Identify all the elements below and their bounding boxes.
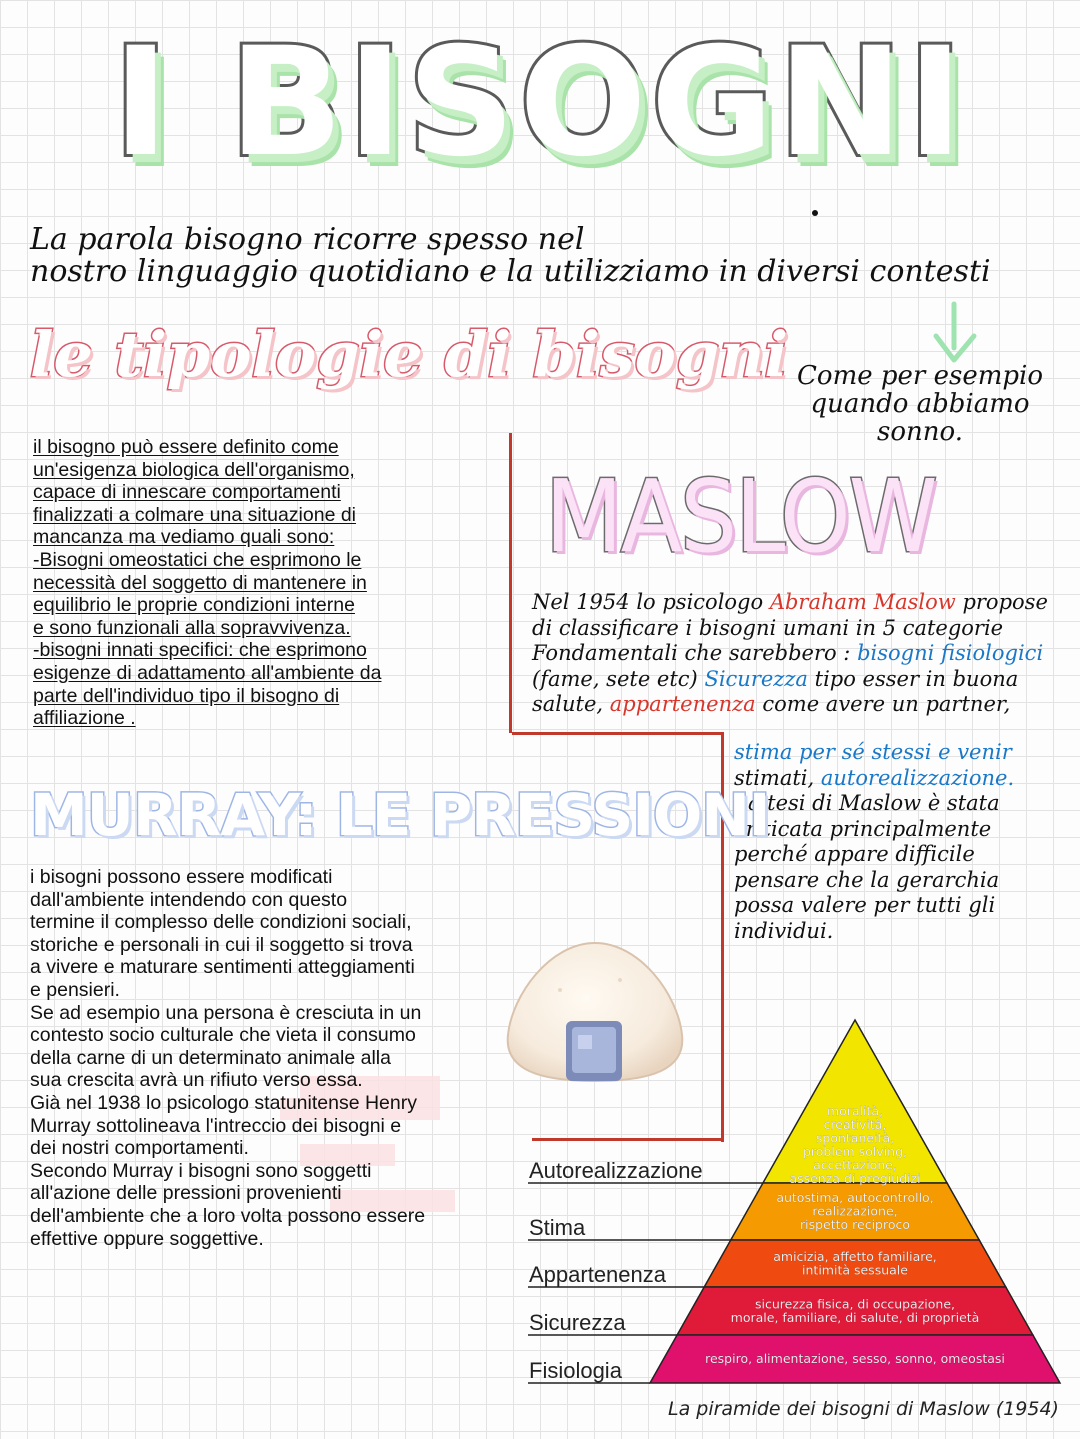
text-line: necessità del soggetto di mantenere in (33, 571, 367, 594)
maslow-highlight: autorealizzazione. (820, 765, 1015, 790)
text-line: affiliazione . (33, 707, 136, 730)
maslow-highlight: Sicurezza (704, 666, 808, 691)
text-line: Se ad esempio una persona è cresciuta in un (30, 1001, 422, 1024)
murray-heading: MURRAY: LE PRESSIONI (30, 781, 770, 849)
maslow-text-part: (fame, sete etc) (532, 666, 698, 691)
text-line: e sono funzionali alla sopravvivenza. (33, 616, 351, 639)
text-line: storiche e personali in cui il soggetto si trova (30, 933, 413, 956)
text-line: Murray sottolineava l'intreccio dei bisogni e (30, 1114, 402, 1137)
text-line: equilibrio le proprie condizioni interne (33, 594, 355, 617)
maslow-text-part: propose (962, 590, 1048, 614)
maslow-highlight: appartenenza (609, 692, 756, 716)
text-line: dell'ambiente che a loro volta possono essere (30, 1204, 426, 1227)
murray-text (30, 866, 460, 1250)
maslow-pyramid (520, 1015, 1065, 1395)
maslow-cont-line: perché appare difficile (734, 842, 975, 866)
maslow-name: Abraham Maslow (769, 590, 956, 614)
maslow-cont-line: stima per sé stessi e venir (734, 740, 1012, 764)
text-line: -bisogni innati specifici: che esprimono (33, 639, 367, 662)
text-line: contesto socio culturale che vieta il consumo (30, 1024, 416, 1047)
ink-dot (812, 210, 818, 216)
maslow-line-1 (532, 590, 1048, 616)
pyramid-label: Fisiologia (529, 1358, 622, 1383)
pyramid-label: Autorealizzazione (529, 1158, 703, 1183)
text-line: un'esigenza biologica dell'organismo, (33, 458, 355, 481)
text-line: dei nostri comportamenti. (30, 1137, 249, 1160)
text-line: termine il complesso delle condizioni sociali, (30, 911, 412, 934)
red-divider-vertical-1 (509, 433, 512, 733)
text-line: capace di innescare comportamenti (33, 481, 341, 504)
intro-line-1: La parola bisogno ricorre spesso nel (30, 222, 585, 257)
pyramid-level-text: spontaneità, (815, 1130, 895, 1146)
maslow-cont-line: La tesi di Maslow è stata (734, 791, 1000, 815)
maslow-text-part: salute, (532, 692, 604, 716)
maslow-heading: MASLOW (545, 458, 936, 575)
tipologie-text (33, 436, 473, 730)
pyramid-level-text: creatività, (823, 1116, 887, 1132)
text-line: della carne di un determinato animale alla (30, 1046, 391, 1069)
maslow-text-continued (734, 740, 1014, 944)
text-line: Secondo Murray i bisogni sono soggetti (30, 1159, 372, 1182)
maslow-text-part: stimati, (734, 765, 815, 790)
pyramid-level-text: accettazione, (813, 1157, 897, 1173)
red-divider-horizontal (512, 732, 722, 735)
maslow-line-4 (532, 667, 1048, 693)
maslow-text (532, 590, 1048, 718)
text-line: finalizzati a colmare una situazione di (33, 503, 357, 526)
maslow-highlight: bisogni fisiologici (857, 641, 1044, 665)
text-line: parte dell'individuo tipo il bisogno di (33, 684, 340, 707)
text-line: e pensieri. (30, 978, 120, 1001)
pyramid-level-text: respiro, alimentazione, sesso, sonno, omeostasi (705, 1351, 1005, 1366)
text-line: mancanza ma vediamo quali sono: (33, 526, 335, 549)
pyramid-level-text: moralità, (826, 1103, 884, 1119)
maslow-cont-line: pensare che la gerarchia (734, 867, 1000, 892)
text-line: sua crescita avrà un rifiuto verso essa. (30, 1069, 363, 1092)
pyramid-level-text: morale, familiare, di salute, di proprietà (730, 1309, 980, 1325)
example-note (770, 362, 1070, 446)
pyramid-label: Appartenenza (529, 1262, 666, 1287)
maslow-cont-line (734, 766, 1014, 792)
pyramid-level-text: realizzazione, (812, 1203, 898, 1219)
pyramid-level-text: autostima, autocontrollo, (776, 1190, 934, 1205)
tipologie-heading: le tipologie di bisogni (30, 318, 788, 391)
maslow-line-5 (532, 692, 1048, 718)
pyramid-level-text: intimità sessuale (802, 1262, 908, 1278)
pyramid-level-text: problem solving, (802, 1143, 908, 1159)
maslow-cont-line: individui. (734, 918, 834, 943)
text-line: a vivere e maturare sentimenti atteggiamenti (30, 956, 415, 979)
page-title: I BISOGNI (112, 16, 968, 190)
pyramid-level-text: sicurezza fisica, di occupazione, (755, 1296, 955, 1312)
example-note-line-1: Come per esempio (797, 361, 1043, 391)
example-note-line-3: sonno. (877, 417, 963, 447)
example-note-line-2: quando abbiamo (810, 389, 1030, 419)
pyramid-level-text: rispetto reciproco (799, 1217, 911, 1232)
text-line: -Bisogni omeostatici che esprimono le (33, 548, 362, 571)
pyramid-level-text: assenza di pregiudizi (789, 1170, 921, 1186)
intro-line-2: nostro linguaggio quotidiano e la utilizziamo in diversi contesti (30, 254, 991, 289)
maslow-line-2: di classificare i bisogni umani in 5 categorie (532, 615, 1004, 640)
maslow-cont-line: possa valere per tutti gli (734, 893, 996, 917)
maslow-text-part: come avere un partner, (762, 692, 1011, 716)
maslow-line-3 (532, 641, 1048, 667)
maslow-text-part: Nel 1954 lo psicologo (532, 590, 764, 614)
maslow-text-part: Fondamentali che sarebbero : (532, 641, 851, 665)
maslow-cont-line: criticata principalmente (734, 816, 992, 841)
pyramid-label: Stima (529, 1215, 586, 1240)
text-line: Già nel 1938 lo psicologo statunitense Henry (30, 1091, 417, 1114)
text-line: il bisogno può essere definito come (33, 436, 339, 458)
pyramid-level-text: amicizia, affetto familiare, (773, 1248, 937, 1264)
maslow-text-part: tipo esser in buona (814, 666, 1019, 691)
text-line: i bisogni possono essere modificati (30, 866, 333, 888)
text-line: dall'ambiente intendendo con questo (30, 888, 348, 911)
pyramid-label: Sicurezza (529, 1310, 626, 1335)
down-arrow-icon (926, 300, 986, 370)
text-line: esigenze di adattamento all'ambiente da (33, 661, 382, 684)
text-line: all'azione delle pressioni provenienti (30, 1182, 342, 1205)
text-line: effettive oppure soggettive. (30, 1227, 264, 1250)
pyramid-caption: La piramide dei bisogni di Maslow (1954) (668, 1398, 1059, 1420)
